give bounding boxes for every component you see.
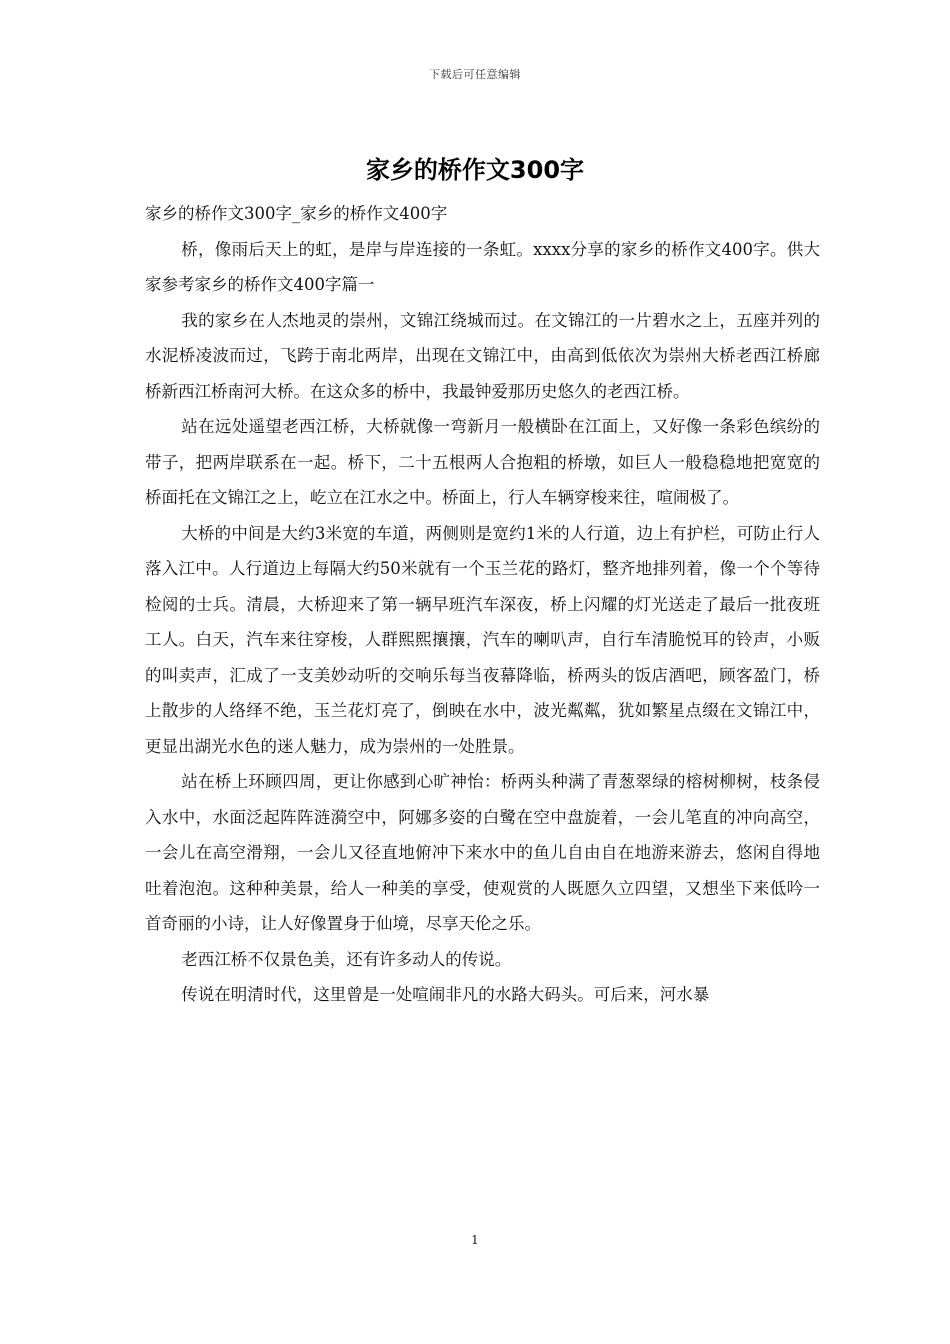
header-note: 下载后可任意编辑 <box>429 68 521 81</box>
document-title: 家乡的桥作文300字 <box>365 156 585 184</box>
document-body <box>145 196 820 1013</box>
document-subtitle: 家乡的桥作文300字_家乡的桥作文400字 <box>145 204 448 223</box>
paragraph-scenery: 站在桥上环顾四周，更让你感到心旷神怡：桥两头种满了青葱翠绿的榕树柳树，枝条侵入水中，水面泛起阵阵涟漪空中，阿娜多姿的白鹭在空中盘旋着，一会儿笔直的冲向高空，一会儿在高空滑翔，一会儿又径直地俯冲下来水中的鱼儿自由自在地游来游去，悠闲自得地吐着泡泡。这种种美景，给人一种美的享受，使观赏的人既愿久立四望，又想坐下来低吟一首奇丽的小诗，让人好像置身于仙境，尽享天伦之乐。 <box>145 772 820 933</box>
paragraph-bridge-details: 大桥的中间是大约3米宽的车道，两侧则是宽约1米的人行道，边上有护栏，可防止行人落入江中。人行道边上每隔大约50米就有一个玉兰花的路灯，整齐地排列着，像一个个等待检阅的士兵。清晨，大桥迎来了第一辆早班汽车深夜，桥上闪耀的灯光送走了最后一批夜班工人。白天，汽车来往穿梭，人群熙熙攘攘，汽车的喇叭声，自行车清脆悦耳的铃声，小贩的叫卖声，汇成了一支美妙动听的交响乐每当夜幕降临，桥两头的饭店酒吧，顾客盈门，桥上散步的人络绎不绝，玉兰花灯亮了，倒映在水中，波光粼粼，犹如繁星点缀在文锦江中，更显出湖光水色的迷人魅力，成为崇州的一处胜景。 <box>145 523 820 756</box>
paragraph-legend-story: 传说在明清时代，这里曾是一处喧闹非凡的水路大码头。可后来，河水暴 <box>181 985 710 1004</box>
paragraph-distant-view: 站在远处遥望老西江桥，大桥就像一弯新月一般横卧在江面上，又好像一条彩色缤纷的带子，把两岸联系在一起。桥下，二十五根两人合抱粗的桥墩，如巨人一般稳稳地把宽宽的桥面托在文锦江之上，屹立在江水之中。桥面上，行人车辆穿梭来往，喧闹极了。 <box>145 417 820 507</box>
paragraph-legends: 老西江桥不仅景色美，还有许多动人的传说。 <box>181 949 512 969</box>
paragraph-hometown: 我的家乡在人杰地灵的崇州，文锦江绕城而过。在文锦江的一片碧水之上，五座并列的水泥桥凌波而过，飞跨于南北两岸，出现在文锦江中，由高到低依次为崇州大桥老西江桥廊桥新西江桥南河大桥。在这众多的桥中，我最钟爱那历史悠久的老西江桥。 <box>145 310 820 401</box>
paragraph-intro: 桥，像雨后天上的虹，是岸与岸连接的一条虹。xxxx分享的家乡的桥作文400字。供大家参考家乡的桥作文400字篇一 <box>145 239 820 294</box>
page-number: 1 <box>471 1233 479 1247</box>
